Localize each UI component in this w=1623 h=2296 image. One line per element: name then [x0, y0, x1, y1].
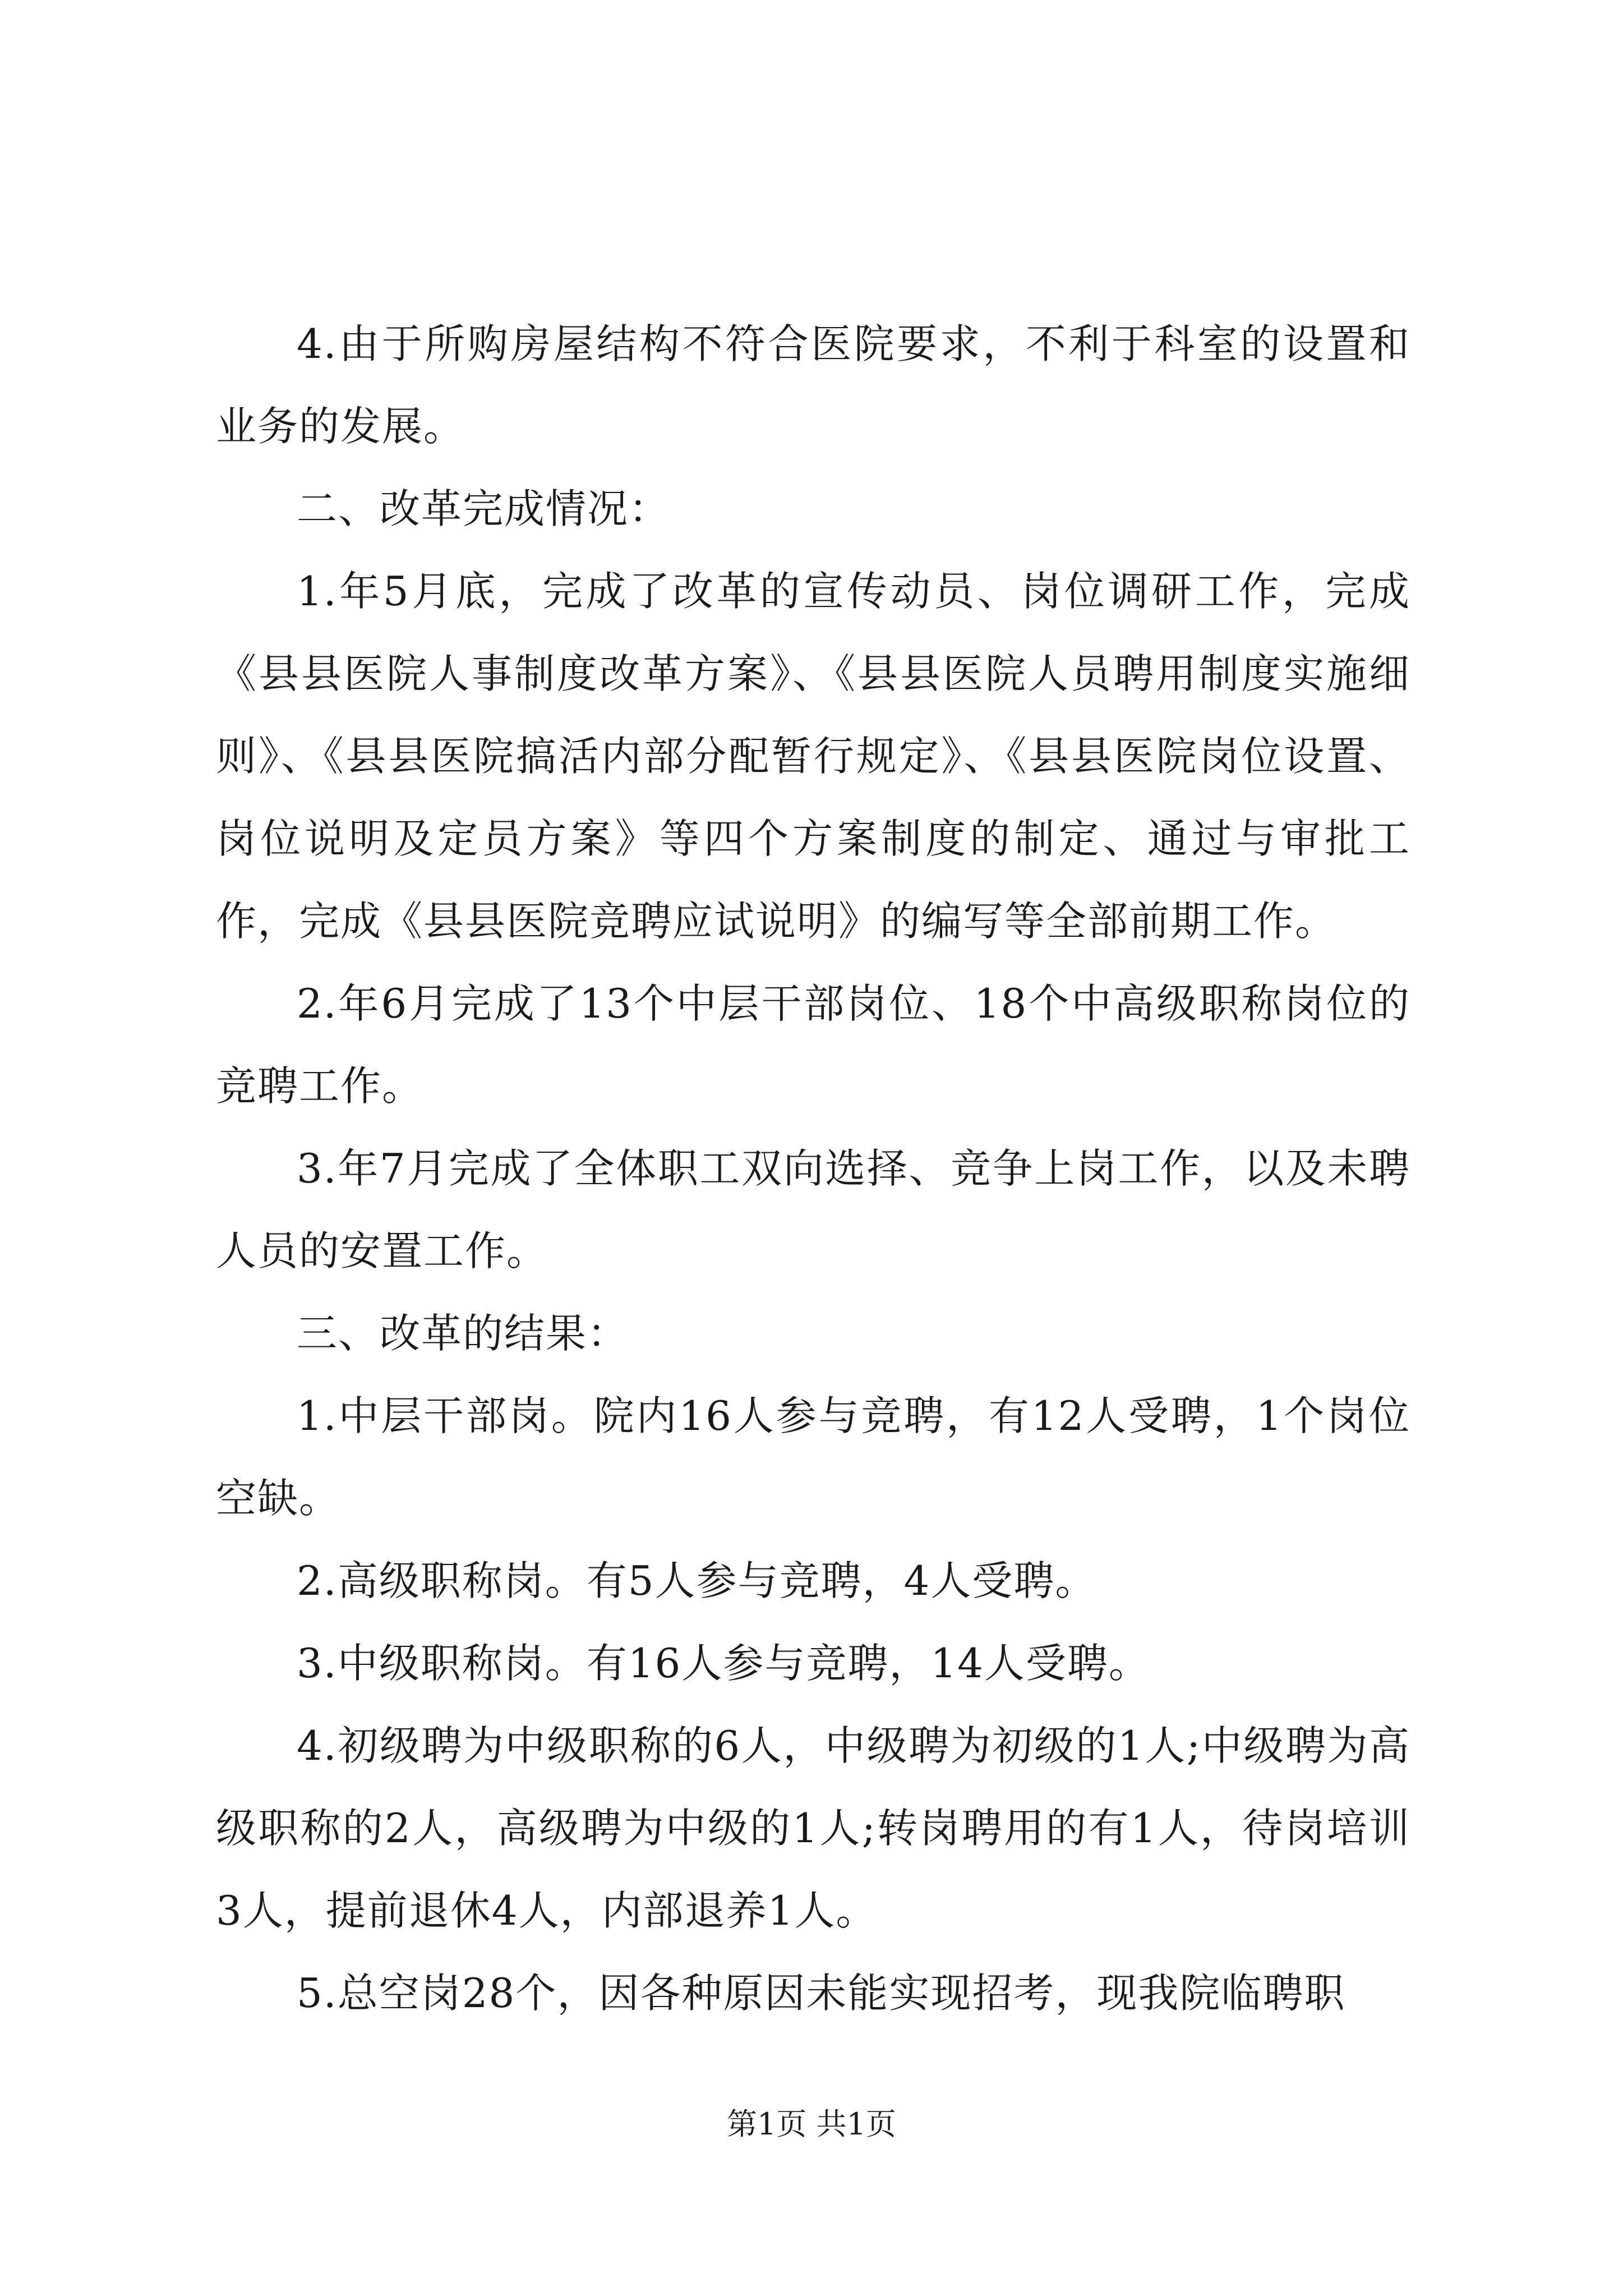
section-heading-results: 三、改革的结果：: [297, 1310, 629, 1357]
paragraph-vacancies: 5.总空岗28个，因各种原因未能实现招考，现我院临聘职: [297, 1970, 1346, 2017]
paragraph-housing-issue: 4.由于所购房屋结构不符合医院要求，不利于科室的设置和业务的发展。: [216, 320, 1410, 450]
section-heading-progress: 二、改革完成情况：: [297, 485, 671, 532]
page-footer: 第1页 共1页: [727, 2106, 896, 2142]
paragraph-june-work: 2.年6月完成了13个中层干部岗位、18个中高级职称岗位的竞聘工作。: [216, 980, 1410, 1110]
paragraph-middle-cadre: 1.中层干部岗。院内16人参与竞聘，有12人受聘，1个岗位空缺。: [216, 1392, 1410, 1522]
paragraph-reassignments: 4.初级聘为中级职称的6人，中级聘为初级的1人;中级聘为高级职称的2人，高级聘为中级的1人;转岗聘用的有1人，待岗培训3人，提前退休4人，内部退养1人。: [216, 1722, 1410, 1934]
paragraph-senior-title: 2.高级职称岗。有5人参与竞聘，4人受聘。: [297, 1557, 1097, 1604]
paragraph-may-work: 1.年5月底，完成了改革的宣传动员、岗位调研工作，完成《县县医院人事制度改革方案》、《县县医院人员聘用制度实施细则》、《县县医院搞活内部分配暂行规定》、《县县医院岗位设置、岗位说明及定员方案》等四个方案制度的制定、通过与审批工作，完成《县县医院竞聘应试说明》的编写等全部前期工作。: [216, 568, 1410, 945]
document-body: [216, 303, 1410, 2035]
paragraph-july-work: 3.年7月完成了全体职工双向选择、竞争上岗工作，以及未聘人员的安置工作。: [216, 1145, 1410, 1274]
paragraph-intermediate-title: 3.中级职称岗。有16人参与竞聘，14人受聘。: [297, 1640, 1150, 1687]
